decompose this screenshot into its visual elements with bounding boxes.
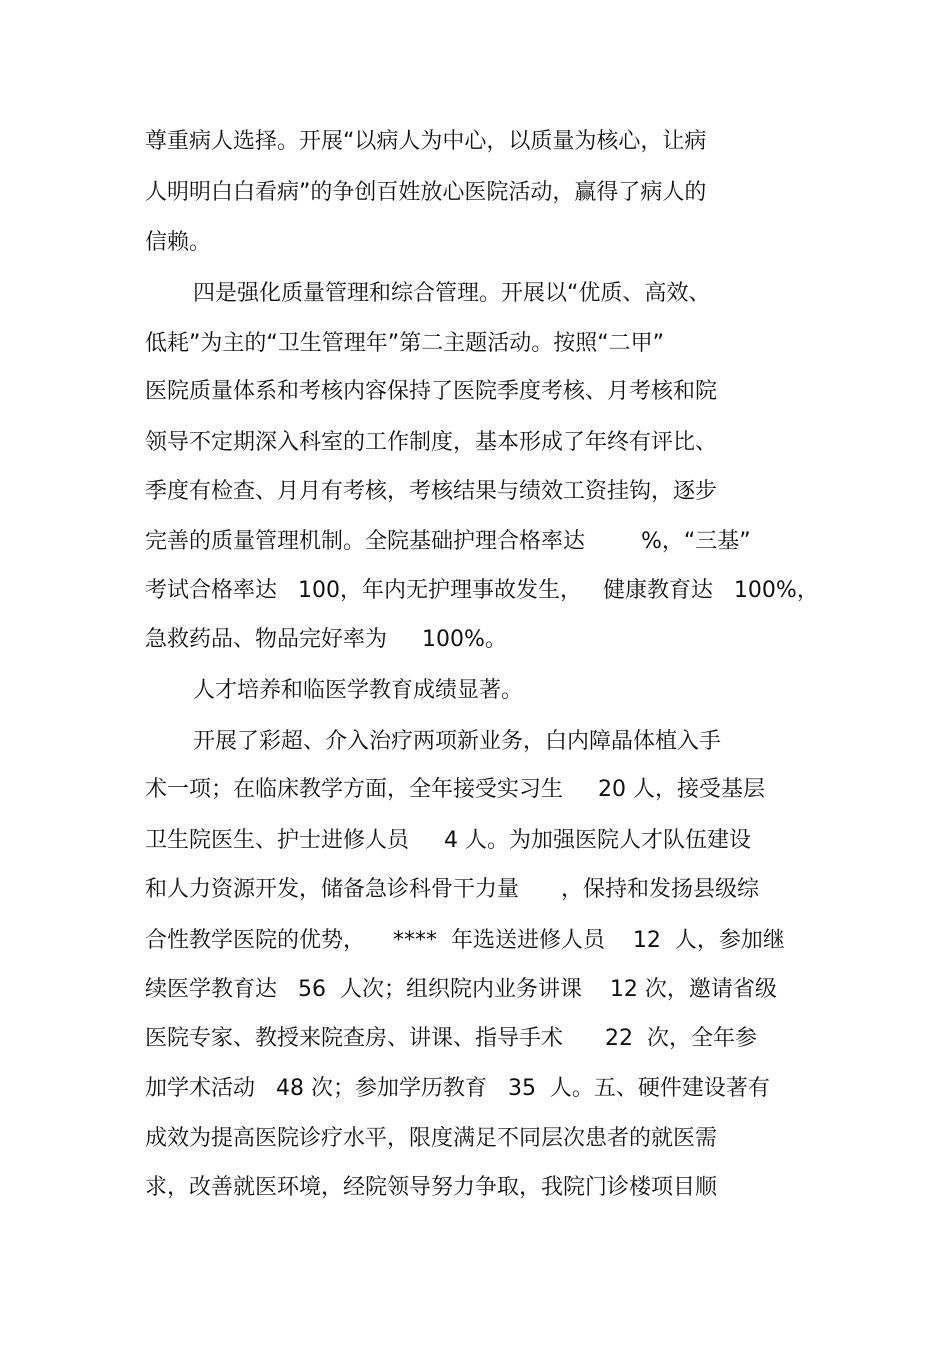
paragraph-line: 人才培养和临医学教育成绩显著。	[193, 678, 524, 703]
paragraph-line: 开展了彩超、介入治疗两项新业务，白内障晶体植入手	[193, 729, 722, 754]
paragraph-line: 医院专家、教授来院查房、讲课、指导手术 22 次，全年参	[145, 1026, 757, 1051]
paragraph-line: 加学术活动 48 次；参加学历教育 35 人。五、硬件建设著有	[145, 1076, 770, 1101]
paragraph-line: 和人力资源开发，储备急诊科骨干力量 ，保持和发扬县级综	[145, 877, 759, 902]
paragraph-line: 四是强化质量管理和综合管理。开展以“优质、高效、	[193, 281, 711, 306]
paragraph-line: 完善的质量管理机制。全院基础护理合格率达 %，“三基”	[145, 529, 751, 554]
paragraph-line: 卫生院医生、护士进修人员 4 人。为加强医院人才队伍建设	[145, 828, 751, 853]
paragraph-line: 急救药品、物品完好率为 100%。	[145, 627, 507, 652]
paragraph-line: 求，改善就医环境，经院领导努力争取，我院门诊楼项目顺	[145, 1175, 718, 1200]
paragraph-line: 医院质量体系和考核内容保持了医院季度考核、月考核和院	[145, 379, 718, 404]
paragraph-line: 考试合格率达 100，年内无护理事故发生， 健康教育达 100%，	[145, 578, 819, 603]
paragraph-line: 术一项；在临床教学方面，全年接受实习生 20 人，接受基层	[145, 777, 765, 802]
paragraph-line: 季度有检查、月月有考核，考核结果与绩效工资挂钩，逐步	[145, 479, 718, 504]
paragraph-line: 信赖。	[145, 230, 212, 255]
paragraph-line: 人明明白白看病”的争创百姓放心医院活动，赢得了病人的	[145, 180, 707, 205]
paragraph-line: 续医学教育达 56 人次；组织院内业务讲课 12 次，邀请省级	[145, 977, 777, 1002]
paragraph-line: 尊重病人选择。开展“以病人为中心，以质量为核心，让病	[145, 129, 707, 154]
paragraph-line: 成效为提高医院诊疗水平，限度满足不同层次患者的就医需	[145, 1126, 718, 1151]
paragraph-line: 合性教学医院的优势， **** 年选送进修人员 12 人，参加继	[145, 928, 785, 953]
paragraph-line: 低耗”为主的“卫生管理年”第二主题活动。按照“二甲”	[145, 331, 664, 356]
paragraph-line: 领导不定期深入科室的工作制度，基本形成了年终有评比、	[145, 430, 718, 455]
